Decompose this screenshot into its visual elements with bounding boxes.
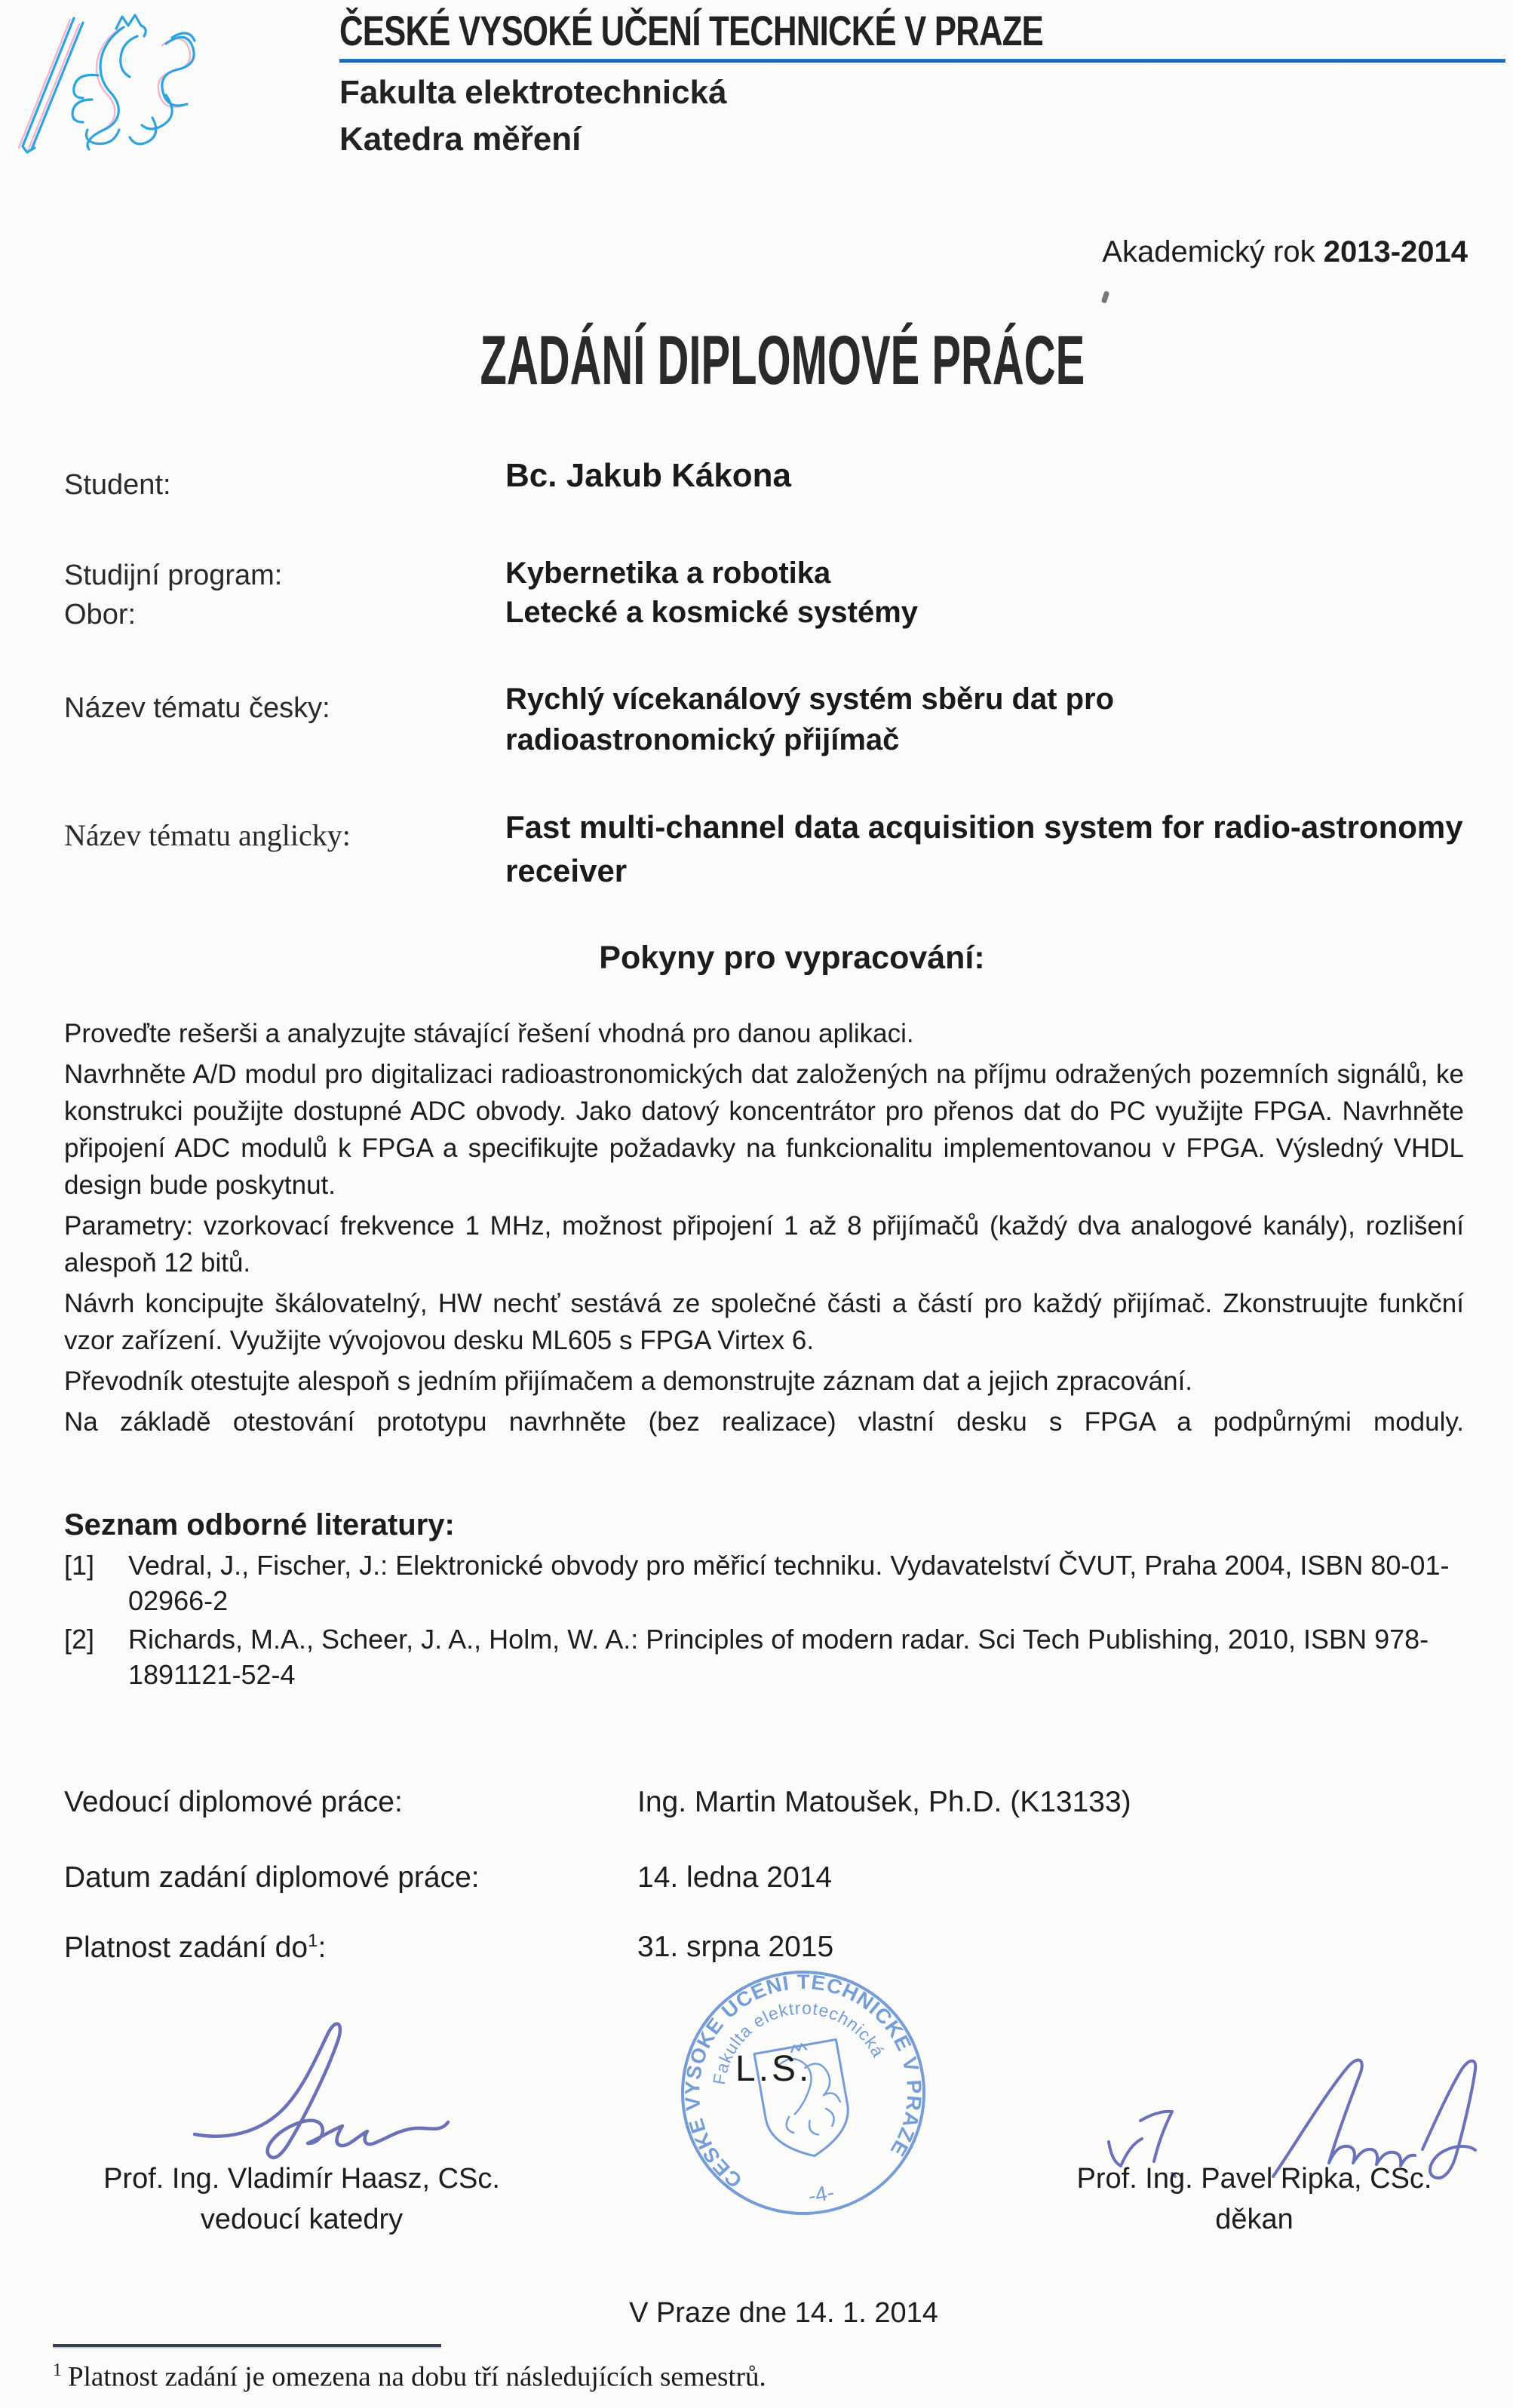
faculty-name: Fakulta elektrotechnická — [339, 74, 727, 111]
study-program-value: Kybernetika a robotika — [505, 557, 831, 590]
logo-blue-outline — [23, 15, 195, 152]
instruction-paragraph: Návrh koncipujte škálovatelný, HW nechť sestává ze společné části a částí pro každý přijímač. Zkonstruujte funkční vzor zařízení. Využijte vývojovou desku ML605 s FPGA Virtex 6. — [64, 1289, 1464, 1355]
signatory-right-name: Prof. Ing. Pavel Ripka, CSc. — [1076, 2163, 1432, 2195]
supervisor-label: Vedoucí diplomové práce: — [64, 1786, 403, 1818]
validity-label — [64, 1931, 326, 1965]
instructions-body — [64, 1015, 1464, 1444]
faculty-round-stamp — [646, 1935, 960, 2250]
signatory-left-name: Prof. Ing. Vladimír Haasz, CSc. — [103, 2163, 500, 2195]
validity-label-text: Platnost zadání do — [64, 1931, 308, 1964]
footnote — [53, 2360, 766, 2393]
assignment-date-label: Datum zadání diplomové práce: — [64, 1861, 480, 1894]
stamp-outer-ring — [664, 1953, 944, 2233]
page-title — [26, 321, 1513, 400]
study-program-label: Studijní program: — [64, 560, 283, 591]
academic-year-value: 2013-2014 — [1323, 235, 1468, 268]
university-name: ČESKÉ VYSOKÉ UČENÍ TECHNICKÉ V PRAZE — [339, 7, 1044, 54]
student-value: Bc. Jakub Kákona — [505, 457, 792, 494]
literature-item-text: Vedral, J., Fischer, J.: Elektronické obvody pro měřicí techniku. Vydavatelství ČVUT, Praha 2004, ISBN 80-01-02966-2 — [128, 1550, 1450, 1616]
place-and-date: V Praze dne 14. 1. 2014 — [629, 2297, 938, 2329]
instruction-paragraph: Převodník otestujte alespoň s jedním přijímačem a demonstrujte záznam dat a jejich zpracování. — [64, 1367, 1193, 1396]
validity-footnote-mark: 1 — [308, 1931, 318, 1951]
validity-value: 31. srpna 2015 — [637, 1931, 834, 1963]
field-label: Obor: — [64, 599, 137, 630]
field-value: Letecké a kosmické systémy — [505, 596, 919, 629]
instruction-paragraph: Navrhněte A/D modul pro digitalizaci radioastronomických dat založených na příjmu odražených pozemních signálů, ke konstrukci použijte dostupné ADC obvody. Jako datový koncentrátor pro přenos dat do PC využijte FPGA. Navrhněte připojení ADC modulů k FPGA a specifikujte požadavky na funkcionalitu implementovanou v FPGA. Výsledný VHDL design bude poskytnut. — [64, 1060, 1464, 1200]
ls-placeholder: L.S. — [735, 2049, 812, 2089]
signatory-right-role: děkan — [1215, 2204, 1294, 2235]
topic-english-value: Fast multi-channel data acquisition system for radio-astronomy receiver — [505, 809, 1463, 888]
literature-heading: Seznam odborné literatury: — [64, 1508, 455, 1541]
instructions-heading: Pokyny pro vypracování: — [599, 940, 985, 976]
student-label: Student: — [64, 469, 171, 501]
literature-item-number: [1] — [64, 1550, 95, 1581]
literature-item-number: [2] — [64, 1624, 95, 1655]
literature-item-text: Richards, M.A., Scheer, J. A., Holm, W. A.: Principles of modern radar. Sci Tech Publishing, 2010, ISBN 978-1891121-52-4 — [128, 1624, 1429, 1690]
signatory-left-role: vedoucí katedry — [200, 2204, 404, 2235]
scan-artifact — [1101, 290, 1110, 303]
topic-english-label: Název tématu anglicky: — [64, 818, 351, 852]
stamp-bottom-number: -4- — [806, 2180, 836, 2208]
instruction-paragraph: Na základě otestování prototypu navrhněte (bez realizace) vlastní desku s FPGA a podpůrnými moduly. — [64, 1407, 1464, 1437]
instruction-paragraph: Parametry: vzorkovací frekvence 1 MHz, možnost připojení 1 až 8 přijímačů (každý dva analogové kanály), rozlišení alespoň 12 bitů. — [64, 1211, 1464, 1278]
academic-year-label: Akademický rok — [1102, 235, 1315, 268]
stamp-inner-text: Fakulta elektrotechnická — [708, 1998, 889, 2087]
validity-label-colon: : — [318, 1931, 327, 1964]
topic-czech-value: Rychlý vícekanálový systém sběru dat pro radioastronomický přijímač — [505, 683, 1115, 756]
topic-czech-label: Název tématu česky: — [64, 692, 330, 724]
header-divider-rule — [339, 59, 1505, 63]
assignment-date-value: 14. ledna 2014 — [637, 1861, 833, 1894]
supervisor-value: Ing. Martin Matoušek, Ph.D. (K13133) — [637, 1786, 1131, 1818]
page-title-text: ZADÁNÍ DIPLOMOVÉ PRÁCE — [480, 322, 1085, 399]
literature-item — [64, 1548, 1464, 1618]
footnote-text: Platnost zadání je omezena na dobu tří následujících semestrů. — [68, 2361, 766, 2393]
instruction-paragraph: Proveďte rešerši a analyzujte stávající řešení vhodná pro danou aplikaci. — [64, 1019, 914, 1048]
academic-year — [1102, 235, 1468, 269]
literature-item — [64, 1621, 1464, 1692]
stamp-outer-text: ČESKÉ VYSOKÉ UČENÍ TECHNICKÉ V PRAZE — [680, 1971, 926, 2192]
department-name: Katedra měření — [339, 121, 582, 158]
signature-left-ink — [189, 2021, 453, 2164]
footnote-mark: 1 — [53, 2360, 62, 2380]
footnote-rule — [53, 2344, 441, 2347]
cvut-lion-logo — [5, 3, 216, 154]
